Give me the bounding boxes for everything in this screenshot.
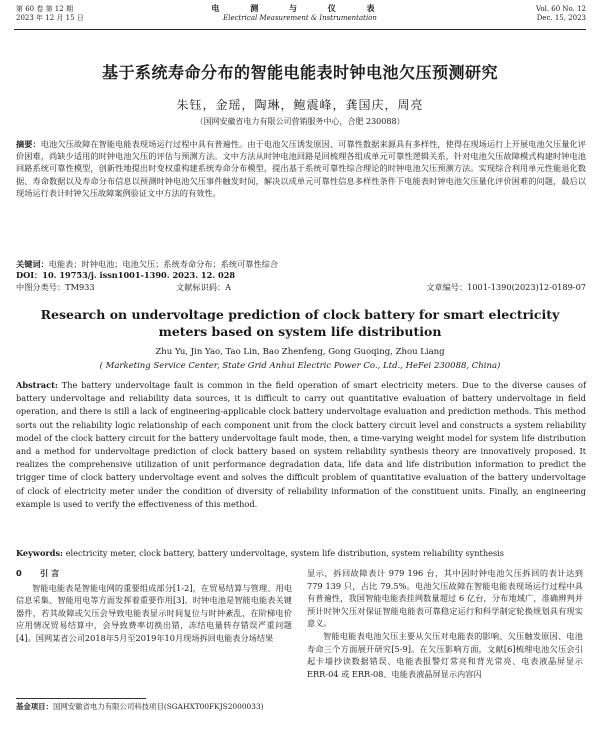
abstract-cn-text: 电池欠压故障在智能电能表现场运行过程中具有普遍性。由于电池欠压诱发原因、可靠性数据来源具有多样性，使得在现场运行上开展电池欠压量化评价困难，尚缺少适用的时钟电池欠压的评估与预测方法。文中方法从时钟电池回路是回梳理各组成单元可靠性逻辑关系，针对电池欠压故障模式构建时钟电池回路系统可靠性模型，创新性地提出时变权重构建系统寿命分布模型，提出基于系统可靠性综合理论的时钟电池欠压预测方法。实现综合利用单元性能退化数据、寿命数据以及寿命分布信息以预测时钟电池欠压事件触发时间，解决以成单元可靠性信息多样性条件下电能表时钟电池欠压量化评价困难的问题，最后以现场运行表计时钟欠压故障案例验证文中方法的有效性。	[16, 139, 586, 198]
footnote-divider	[16, 698, 146, 699]
keywords-en	[16, 547, 586, 559]
paper-title-en: Research on undervoltage prediction of clock battery for smart electricity meters based on system life distribution	[40, 307, 560, 339]
affiliation-cn: （国网安徽省电力有限公司营销服务中心，合肥 230088）	[195, 117, 405, 126]
paragraph: 智能电能表电池欠压主要从欠压对电能表的影响、欠压触发原因、电池寿命三个方面展开研究[5-9]。在欠压影响方面，文献[6]梳理电池欠压会引起卡墙抄读数据错误、电能表报警灯常亮和背光常亮、电表液晶屏显示 ERR-04 或 ERR-08、电能表液晶屏显示内容闪	[307, 630, 583, 679]
keywords-en-text: electricity meter, clock battery, battery undervoltage, system life distribution, system reliability synthesis	[65, 548, 504, 558]
abstract-cn	[16, 138, 586, 199]
keywords-cn	[16, 258, 586, 270]
document-code: 文献标识码：A	[176, 282, 232, 292]
abstract-en-text: The battery undervoltage fault is common in the field operation of smart electricity meters. Due to the diverse causes of battery undervoltage and reliability data sources, it is difficult to carry out quantitative evaluation of battery undervoltage in field operation, and there is still a lack of engineering-applicable clock battery undervoltage evaluation and prediction methods. This method sorts out the reliability logic relationship of each component unit from the clock battery circuit level and constructs a system reliability model of the clock battery circuit for the battery undervoltage fault mode, then, a time-varying weight model for system life distribution and a method for undervoltage prediction of clock battery based on system reliability synthesis theory are innovatively proposed. It realizes the comprehensive utilization of unit performance degradation data, life data and life distribution information to predict the trigger time of clock battery undervoltage event and solves the difficult problem of quantitative evaluation of the battery undervoltage of clock of electricity meter under the condition of diversity of reliability information of the constituent units. Finally, an engineering example is used to verify the effectiveness of this method.	[16, 380, 586, 509]
header-volume-en: Vol. 60 No. 12	[535, 5, 586, 13]
footnote-label: 基金项目：	[16, 702, 53, 711]
keywords-cn-text: 电能表；时钟电池；电池欠压；系统寿命分布；系统可靠性综合	[48, 259, 279, 269]
doi: DOI：10. 19753/j. issn1001-1390. 2023. 12. 028	[16, 270, 236, 280]
keywords-cn-label: 关键词：	[16, 259, 49, 269]
article-number: 文章编号：1001-1390(2023)12-0189-07	[426, 282, 586, 292]
paragraph: 智能电能表是智能电网的重要组成部分[1-2]，在贸易结算与管理、用电信息采集、智能用电等方面发挥着重要作用[3]。时钟电池是智能电能表关键器件，若其故障或欠压会导致电能表显示时间复位与时钟紊乱，在阶梯电价应用情况贸易结算中，会导致费率切换出错，冻结电量转存错误严重问题[4]。国网某省公司2018年5月至2019年10月现场拆回电能表分场结果	[16, 582, 292, 643]
section-heading	[16, 567, 292, 580]
funding-footnote	[16, 702, 292, 712]
abstract-en-label: Abstract:	[16, 380, 58, 390]
paragraph: 显示，拆回故障表计 979 196 台，其中因时钟电池欠压拆回的表计达到 779 139 只，占比 79.5%。电池欠压故障在智能电能表现场运行过程中具有普遍性，我国智能电能表挂网数量超过 6 亿台，分布地域广，准确辨判并预计时钟欠压对保证智能电能表可靠稳定运行和科学制定轮换规划具有现实意义。	[307, 568, 583, 629]
footnote-text: 国网安徽省电力有限公司科技项目(SGAHXT00FKJS2000033)	[52, 702, 264, 711]
section-title: 引 言	[40, 568, 60, 578]
header-date-cn: 2023 年 12 月 15 日	[16, 14, 84, 22]
running-header	[0, 0, 600, 30]
header-volume-cn: 第 60 卷 第 12 期	[16, 5, 73, 13]
body-column-right	[307, 567, 583, 680]
paper-title-cn: 基于系统寿命分布的智能电能表时钟电池欠压预测研究	[101, 63, 498, 82]
authors-en: Zhu Yu, Jin Yao, Tao Lin, Bao Zhenfeng, Gong Guoqing, Zhou Liang	[155, 347, 445, 357]
body-column-left	[16, 567, 292, 645]
abstract-en	[16, 379, 586, 511]
section-number: 0	[16, 568, 22, 578]
abstract-cn-label: 摘要：	[16, 139, 41, 149]
header-date-en: Dec. 15, 2023	[536, 14, 586, 22]
authors-cn: 朱钰，金瑶，陶琳，鲍震峰，龚国庆，周亮	[176, 98, 424, 112]
header-center	[0, 3, 600, 23]
keywords-en-label: Keywords:	[16, 548, 64, 558]
header-right	[536, 5, 586, 23]
journal-name-cn: 电 测 与 仪 表	[211, 3, 389, 13]
header-divider	[14, 29, 586, 30]
journal-name-en: Electrical Measurement & Instrumentation	[223, 14, 377, 22]
classification-line	[16, 282, 586, 294]
affiliation-en: ( Marketing Service Center, State Grid Anhui Electric Power Co., Ltd., HeFei 230088, China)	[99, 361, 501, 371]
clc-number: 中图分类号：TM933	[16, 282, 95, 292]
